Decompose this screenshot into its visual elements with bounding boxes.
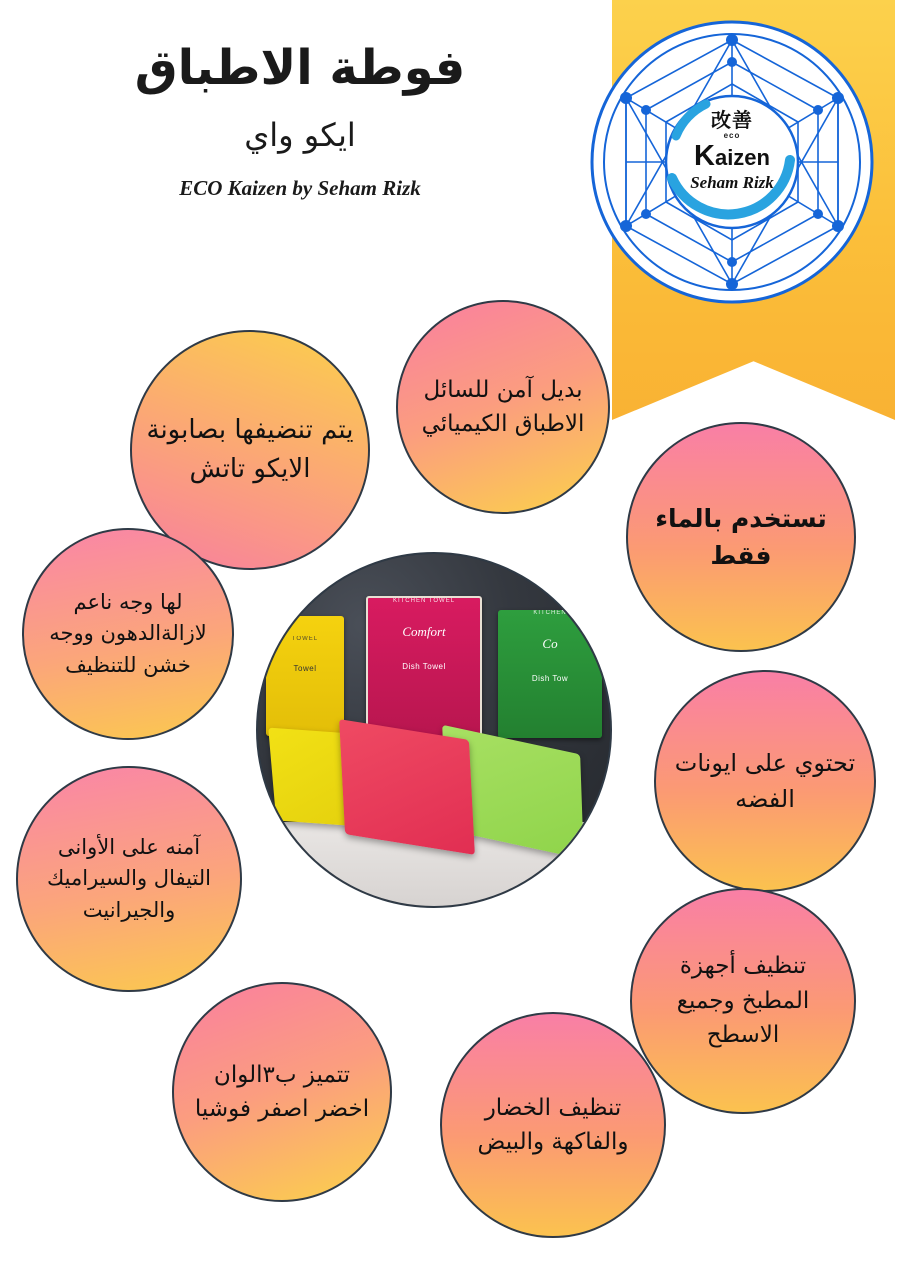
bubble-two-sided-text: لها وجه ناعم لازالةالدهون ووجه خشن للتنظيف <box>49 589 207 677</box>
logo-owner-name: Seham Rizk <box>690 173 774 193</box>
package-pink-name: Dish Towel <box>402 662 446 671</box>
package-pink-sub: KITCHEN TOWEL <box>392 598 456 604</box>
package-yellow-name: Towel <box>293 664 317 673</box>
bubble-washed-with-eco-soap <box>130 330 370 570</box>
brand-line: ECO Kaizen by Seham Rizk <box>179 175 421 200</box>
bubble-washed-with-eco-soap-text: يتم تنضيفها بصابونة الايكو تاتش <box>146 415 354 484</box>
bubble-silver-ions <box>654 670 876 892</box>
package-green-name: Dish Tow <box>531 674 569 683</box>
bubble-three-colors-text: تتميز ب٣الوان اخضر اصفر فوشيا <box>194 1061 370 1122</box>
product-photo <box>256 552 612 908</box>
bubble-clean-produce <box>440 1012 666 1238</box>
bubble-safe-alternative-text: بديل آمن للسائل الاطباق الكيميائي <box>421 376 585 437</box>
package-green-sub: KITCHEN <box>533 610 567 616</box>
bubble-three-colors <box>172 982 392 1202</box>
bubble-water-only-text: تستخدم بالماء فقط <box>655 503 827 570</box>
logo-kaizen-initial: K <box>694 140 715 172</box>
bubble-safe-alternative <box>396 300 610 514</box>
bubble-clean-appliances-text: تنظيف أجهزة المطبخ وجميع الاسطح <box>676 953 810 1049</box>
page-title: فوطة الاطباق <box>134 40 466 96</box>
package-green-brand: Co <box>542 636 558 651</box>
bubble-safe-on-cookware <box>16 766 242 992</box>
page-subtitle: ايكو واي <box>244 115 356 154</box>
title-block <box>40 40 560 201</box>
bubble-clean-appliances <box>630 888 856 1114</box>
package-pink <box>366 596 482 740</box>
logo-eco-label: eco <box>723 131 741 140</box>
bubble-two-sided <box>22 528 234 740</box>
logo-kaizen-kanji: 改善 <box>711 108 753 132</box>
package-pink-brand: Comfort <box>402 624 446 639</box>
cloth-pink <box>339 719 475 855</box>
package-green <box>498 610 602 738</box>
logo-kaizen-suffix: aizen <box>714 145 770 170</box>
bubble-safe-on-cookware-text: آمنه على الأوانى التيفال والسيراميك والجيرانيت <box>46 834 211 922</box>
package-yellow-sub: TOWEL <box>291 636 319 642</box>
bubble-silver-ions-text: تحتوي على ايونات الفضه <box>674 749 856 813</box>
bubble-clean-produce-text: تنظيف الخضار والفاكهة والبيض <box>477 1094 629 1155</box>
logo-network-graphic <box>572 18 892 306</box>
eco-kaizen-logo <box>572 18 892 306</box>
package-yellow <box>266 616 344 736</box>
bubble-water-only <box>626 422 856 652</box>
